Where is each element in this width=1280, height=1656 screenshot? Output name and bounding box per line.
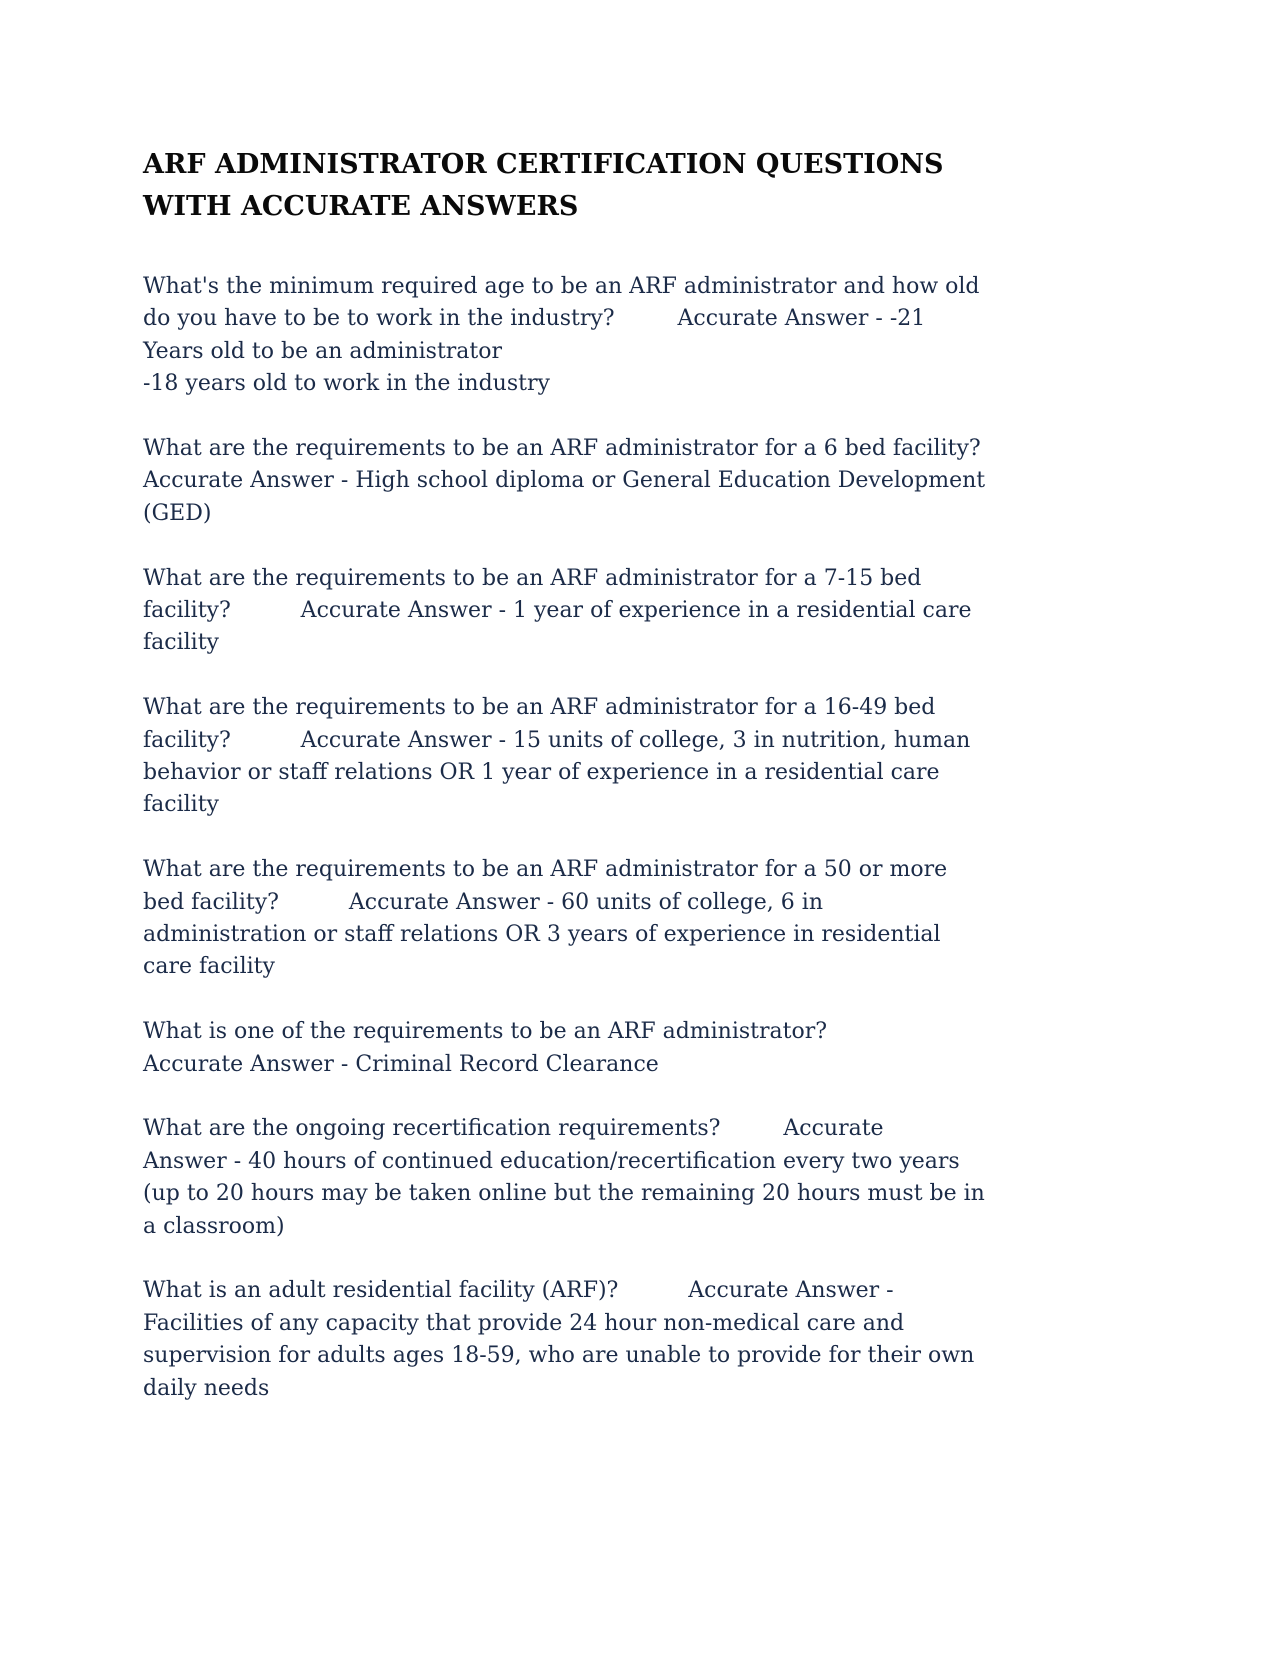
qa-item [143,433,1143,530]
qa-list [143,271,1143,1405]
qa-item [143,1275,1143,1405]
qa-item [143,1016,1143,1081]
qa-item [143,271,1143,401]
document-page [143,144,1143,1405]
qa-line: Years old to be an administrator [143,338,503,364]
qa-line: What are the requirements to be an ARF administrator for a 6 bed facility? [143,436,981,462]
title-line: ARF ADMINISTRATOR CERTIFICATION QUESTIONS [143,149,944,180]
qa-line: -18 years old to work in the industry [143,371,550,397]
qa-line: facility [143,630,219,656]
qa-line: (up to 20 hours may be taken online but the remaining 20 hours must be in [143,1181,985,1207]
qa-line: facility? Accurate Answer - 1 year of experience in a residential care [143,598,972,624]
qa-line: Accurate Answer - Criminal Record Clearance [143,1051,659,1077]
qa-line: daily needs [143,1375,270,1401]
qa-line: What are the requirements to be an ARF administrator for a 50 or more [143,857,948,883]
qa-line: What is one of the requirements to be an ARF administrator? [143,1019,828,1045]
qa-line: What are the requirements to be an ARF administrator for a 7-15 bed [143,565,922,591]
qa-line: a classroom) [143,1213,285,1239]
qa-line: What's the minimum required age to be an ARF administrator and how old [143,274,980,299]
title-line: WITH ACCURATE ANSWERS [143,191,579,222]
qa-line: What is an adult residential facility (ARF)? Accurate Answer - [143,1278,894,1304]
qa-line: supervision for adults ages 18-59, who are unable to provide for their own [143,1343,975,1369]
document-title [143,144,1143,228]
qa-line: Answer - 40 hours of continued education/recertification every two years [143,1148,960,1174]
qa-line: behavior or staff relations OR 1 year of experience in a residential care [143,760,940,786]
qa-line: do you have to be to work in the industry? Accurate Answer - -21 [143,306,926,332]
qa-line: bed facility? Accurate Answer - 60 units of college, 6 in [143,889,823,915]
qa-item [143,854,1143,984]
qa-line: Facilities of any capacity that provide 24 hour non-medical care and [143,1310,905,1336]
qa-line: facility? Accurate Answer - 15 units of college, 3 in nutrition, human [143,727,971,753]
qa-item [143,563,1143,660]
qa-line: administration or staff relations OR 3 years of experience in residential [143,922,941,948]
qa-line: What are the ongoing recertification requirements? Accurate [143,1116,884,1142]
qa-line: (GED) [143,500,212,526]
qa-item [143,692,1143,822]
qa-line: Accurate Answer - High school diploma or General Education Development [143,468,986,494]
qa-item [143,1113,1143,1243]
qa-line: What are the requirements to be an ARF administrator for a 16-49 bed [143,695,936,721]
qa-line: care facility [143,954,275,980]
qa-line: facility [143,792,219,818]
